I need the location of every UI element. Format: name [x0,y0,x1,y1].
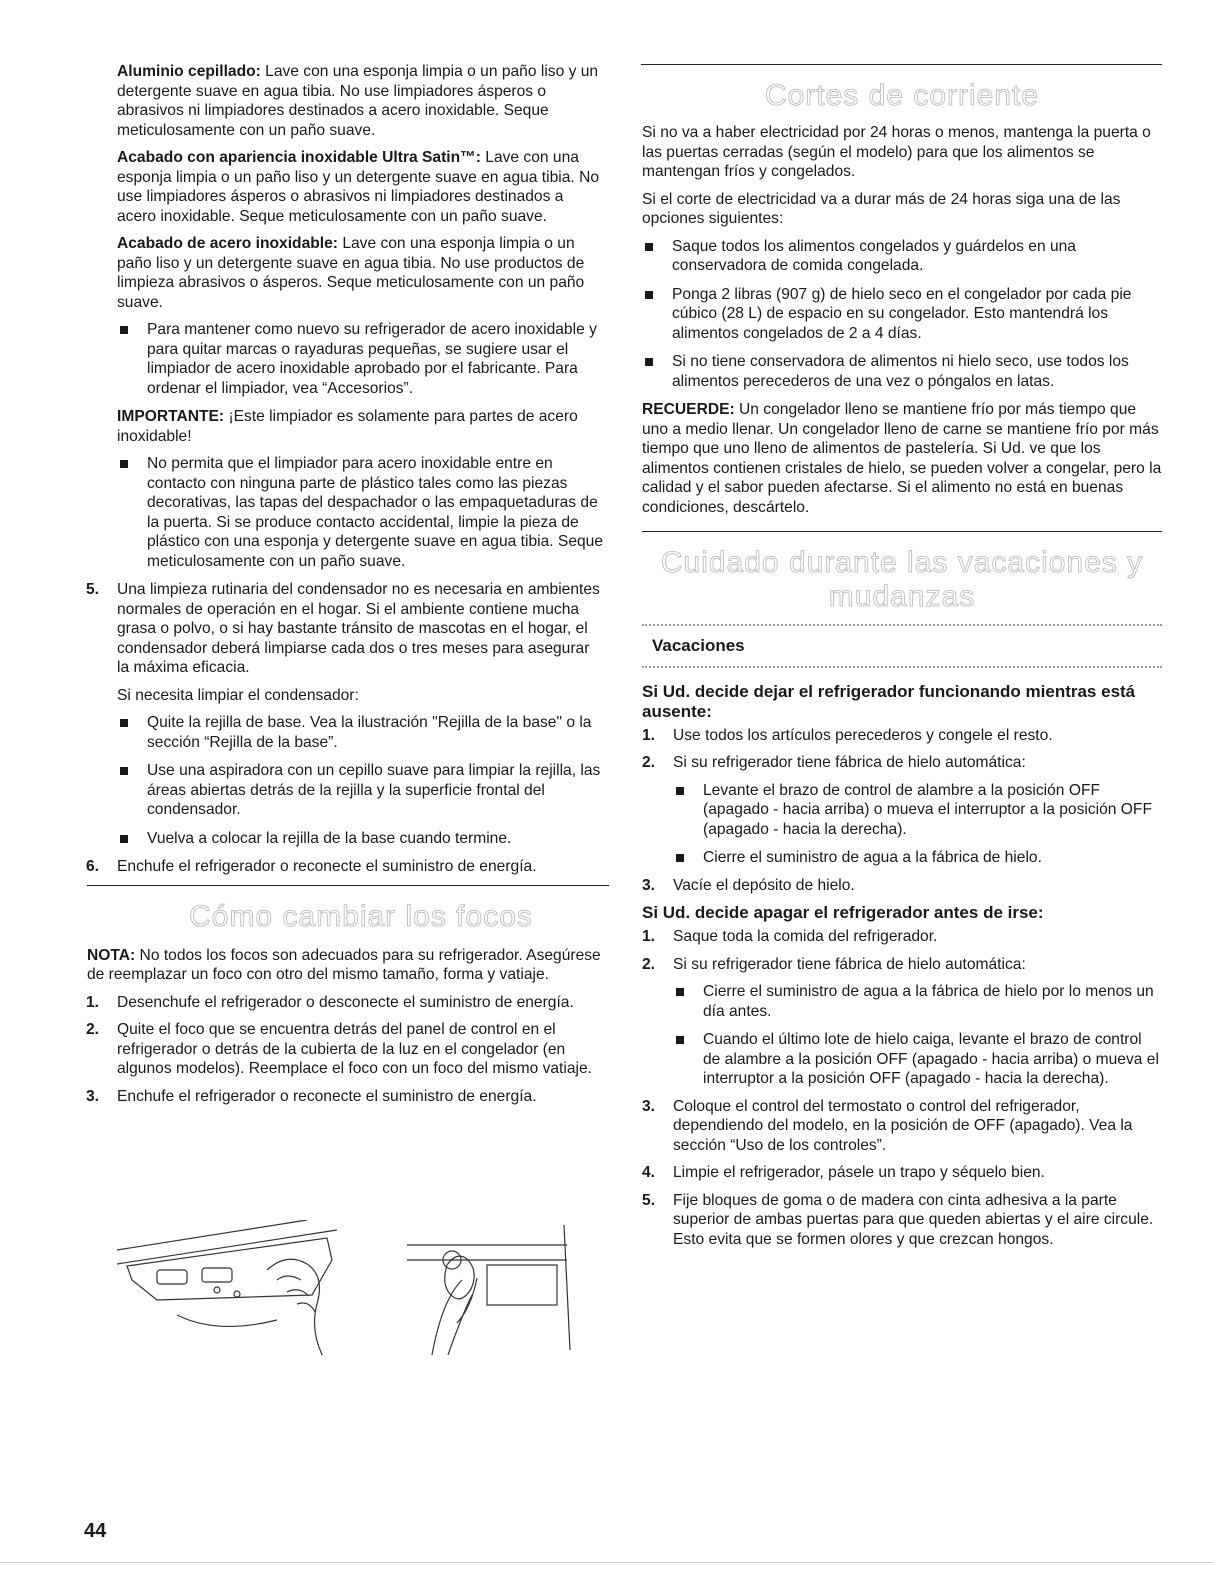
paragraph-note [87,946,605,985]
list-item-text: Ponga 2 libras (907 g) de hielo seco en el congelador por cada pie cúbico (28 L) de espacio en su congelador. Esto mantendrá los alimentos congelados de 2 a 4 días. [672,285,1132,342]
list-item-text: Enchufe el refrigerador o reconecte el suministro de energía. [117,1087,537,1105]
list-item [117,320,605,398]
list-item-text: No permita que el limpiador para acero inoxidable entre en contacto con ninguna parte de plástico tales como las piezas decorativas, las tapas del despachador o las empaquetaduras de la puerta. Si se produce contacto accidental, limpie la pieza de plástico con una esponja y detergente suave en agua tibia. Seque meticulosamente con un paño suave. [147,455,604,570]
square-bullet-icon [645,358,653,366]
dotted-rule [642,624,1162,626]
numbered-list-turn-off [642,927,1162,1249]
list-item-text: Si no tiene conservadora de alimentos ni hielo seco, use todos los alimentos perecederos de una vez o póngalos en latas. [672,353,1129,390]
square-bullet-icon [120,767,128,775]
list-item-text: Use todos los artículos perecederos y congele el resto. [673,726,1053,744]
list-number: 5. [86,581,100,598]
bottom-rule [0,1562,1213,1563]
list-number: 3. [642,1097,656,1115]
right-column [642,64,1162,1257]
label-remember: RECUERDE: [642,401,735,418]
list-number: 4. [642,1164,656,1181]
list-number: 1. [642,726,656,744]
bullet-list [117,713,605,848]
left-column [86,62,605,1114]
text-stainless: Lave con una esponja limpia o un paño liso y un detergente suave en agua tibia. No use productos de limpieza abrasivos o ásperos. Seque meticulosamente con un paño suave. [117,235,585,311]
label-brushed-aluminum: Aluminio cepillado: [117,63,261,80]
square-bullet-icon [120,326,128,334]
paragraph-remember [642,400,1162,517]
condenser-intro: Si necesita limpiar el condensador: [117,686,359,704]
bullet-list [673,781,1162,868]
square-bullet-icon [676,854,684,862]
square-bullet-icon [120,835,128,843]
list-item-text: Levante el brazo de control de alambre a la posición OFF (apagado - hacia arriba) o mueva el interruptor a la posición OFF (apagado - hacia la derecha). [703,781,1152,838]
list-item-1 [86,993,605,1013]
text-brushed-aluminum: Lave con una esponja limpia o un paño liso y un detergente suave en agua tibia. No use limpiadores ásperos o abrasivos ni limpiadores destinados a acero inoxidable. Seque meticulosamente con un paño suave. [117,63,599,139]
bullet-list [117,320,605,398]
list-item-6 [86,857,605,877]
paragraph-stainless [117,234,605,312]
bulb-replacement-illustration [117,1220,587,1355]
bullet-list-outage [642,237,1162,392]
list-item-5 [86,580,605,848]
list-item [642,352,1162,391]
freezer-bulb-drawing [407,1225,570,1355]
section-rule [642,531,1162,532]
list-item-2 [642,955,1162,1089]
numbered-list [86,580,605,877]
list-item-1 [642,726,1162,746]
list-item [673,1030,1162,1089]
list-item-3 [642,1097,1162,1156]
dotted-rule [642,666,1162,668]
paragraph-ultra-satin [117,148,605,226]
list-number: 1. [86,993,100,1011]
heading-turn-off: Si Ud. decide apagar el refrigerador antes de irse: [642,903,1044,922]
list-item-text: Limpie el refrigerador, pásele un trapo y séquelo bien. [673,1164,1045,1181]
list-item-text: Saque todos los alimentos congelados y guárdelos en una conservadora de comida congelada. [672,237,1076,274]
list-number: 6. [86,858,100,875]
list-item-5 [642,1191,1162,1250]
square-bullet-icon [120,460,128,468]
list-item-text: Fije bloques de goma o de madera con cinta adhesiva a la parte superior de ambas puertas para que queden abiertas y el aire circule. Esto evita que se formen olores y que crezcan hongos. [673,1191,1154,1248]
section-title-bulbs: Cómo cambiar los focos [189,899,533,933]
list-item [117,713,605,752]
list-item-text: Quite el foco que se encuentra detrás del panel de control en el refrigerador o detrás de la cubierta de la luz en el congelador (en algunos modelos). Reemplace el foco con un foco del mismo vatiaje. [117,1021,592,1077]
text-remember: Un congelador lleno se mantiene frío por más tiempo que uno a medio llenar. Un congelador lleno de carne se mantiene frío por más tiempo que uno lleno de alimentos de pastelería. Si Ud. ve que los alimentos contienen cristales de hielo, se pueden volver a congelar, pero la calidad y el sabor pueden afectarse. Si el alimento no está en buenas condiciones, descártelo. [642,401,1162,516]
section-title-vacation-line2: mudanzas [828,580,976,613]
list-item-text: Saque toda la comida del refrigerador. [673,928,938,945]
page-number: 44 [84,1520,107,1542]
subheading-vacations: Vacaciones [652,636,745,655]
label-important: IMPORTANTE: [117,408,225,425]
list-item-text: Desenchufe el refrigerador o desconecte el suministro de energía. [117,993,574,1011]
refrigerator-bulb-drawing [117,1220,337,1355]
bullet-list [673,982,1162,1089]
list-item-text: Cuando el último lote de hielo caiga, levante el brazo de control de alambre a la posición OFF (apagado - hacia arriba) o mueva el interruptor a la posición OFF (apagado - hacia la derecha). [703,1031,1159,1087]
square-bullet-icon [676,988,684,996]
list-item [642,237,1162,276]
label-stainless: Acabado de acero inoxidable: [117,235,338,252]
list-item-text: Una limpieza rutinaria del condensador no es necesaria en ambientes normales de operación en el hogar. Si el ambiente contiene mucha grasa o polvo, o si hay bastante tránsito de mascotas en el hogar, el condensador deberá limpiarse cada dos o tres meses para asegurar la máxima eficacia. [117,581,600,676]
list-item-text: Vacíe el depósito de hielo. [673,876,855,894]
list-number: 5. [642,1191,656,1209]
heading-leave-running: Si Ud. decide dejar el refrigerador funcionando mientras está ausente: [642,681,1136,721]
list-item-text: Quite la rejilla de base. Vea la ilustración "Rejilla de la base" o la sección “Rejilla de la base”. [147,714,592,751]
square-bullet-icon [645,243,653,251]
list-item-text: Para mantener como nuevo su refrigerador de acero inoxidable y para quitar marcas o rayaduras pequeñas, se sugiere usar el limpiador de acero inoxidable aprobado por el fabricante. Para ordenar el limpiador, vea “Accesorios”. [147,321,597,397]
list-item-text: Vuelva a colocar la rejilla de la base cuando termine. [147,829,512,847]
section-rule [87,885,609,886]
paragraph-outage-short: Si no va a haber electricidad por 24 horas o menos, mantenga la puerta o las puertas cerradas (según el modelo) para que los alimentos se mantengan fríos y congelados. [642,124,1151,180]
paragraph-outage-long: Si el corte de electricidad va a durar más de 24 horas siga una de las opciones siguientes: [642,190,1121,227]
list-item-text: Cierre el suministro de agua a la fábrica de hielo. [703,849,1042,866]
list-number: 2. [642,754,656,771]
numbered-list-leave-running [642,726,1162,896]
section-title-power-outages: Cortes de corriente [764,79,1040,112]
list-item-text: Si su refrigerador tiene fábrica de hielo automática: [673,955,1026,973]
list-number: 3. [86,1087,100,1105]
list-number: 2. [86,1021,100,1038]
list-item [117,829,605,849]
section-rule [641,64,1162,65]
text-ultra-satin: Lave con una esponja limpia o un paño liso y un detergente suave en agua tibia. No use limpiadores ásperos o abrasivos ni limpiadores destinados a acero inoxidable. Seque meticulosamente con un paño suave. [117,149,600,225]
square-bullet-icon [645,291,653,299]
list-item [673,781,1162,840]
list-item-4 [642,1163,1162,1183]
label-note: NOTA: [87,946,136,964]
list-item [673,982,1162,1021]
section-title-vacation-line1: Cuidado durante las vacaciones y [660,546,1144,579]
paragraph-brushed-aluminum [117,62,605,140]
list-number: 1. [642,928,656,945]
list-item-1 [642,927,1162,947]
paragraph-important [117,407,605,446]
list-item-2 [86,1020,605,1079]
label-ultra-satin: Acabado con apariencia inoxidable Ultra Satin™: [117,149,481,166]
list-item-text: Coloque el control del termostato o control del refrigerador, dependiendo del modelo, en la posición de OFF (apagado). Vea la sección “Uso de los controles”. [673,1097,1133,1154]
list-number: 3. [642,876,656,894]
square-bullet-icon [676,1036,684,1044]
numbered-list-bulbs [86,993,605,1107]
list-number: 2. [642,955,656,973]
bullet-list [117,454,605,571]
square-bullet-icon [120,719,128,727]
text-important: ¡Este limpiador es solamente para partes de acero inoxidable! [117,408,578,445]
list-item [642,285,1162,344]
text-note: No todos los focos son adecuados para su refrigerador. Asegúrese de reemplazar un foco con otro del mismo tamaño, forma y vatiaje. [87,946,601,983]
list-item [673,848,1162,868]
list-item-text: Use una aspiradora con un cepillo suave para limpiar la rejilla, las áreas abiertas detrás de la rejilla y la superficie frontal del condensador. [147,762,601,818]
list-item-2 [642,753,1162,868]
list-item-text: Si su refrigerador tiene fábrica de hielo automática: [673,754,1026,771]
list-item [117,761,605,820]
list-item [117,454,605,571]
list-item-3 [86,1087,605,1107]
list-item-3 [642,876,1162,896]
list-item-text: Cierre el suministro de agua a la fábrica de hielo por lo menos un día antes. [703,983,1154,1020]
list-item-text: Enchufe el refrigerador o reconecte el suministro de energía. [117,858,537,875]
square-bullet-icon [676,787,684,795]
